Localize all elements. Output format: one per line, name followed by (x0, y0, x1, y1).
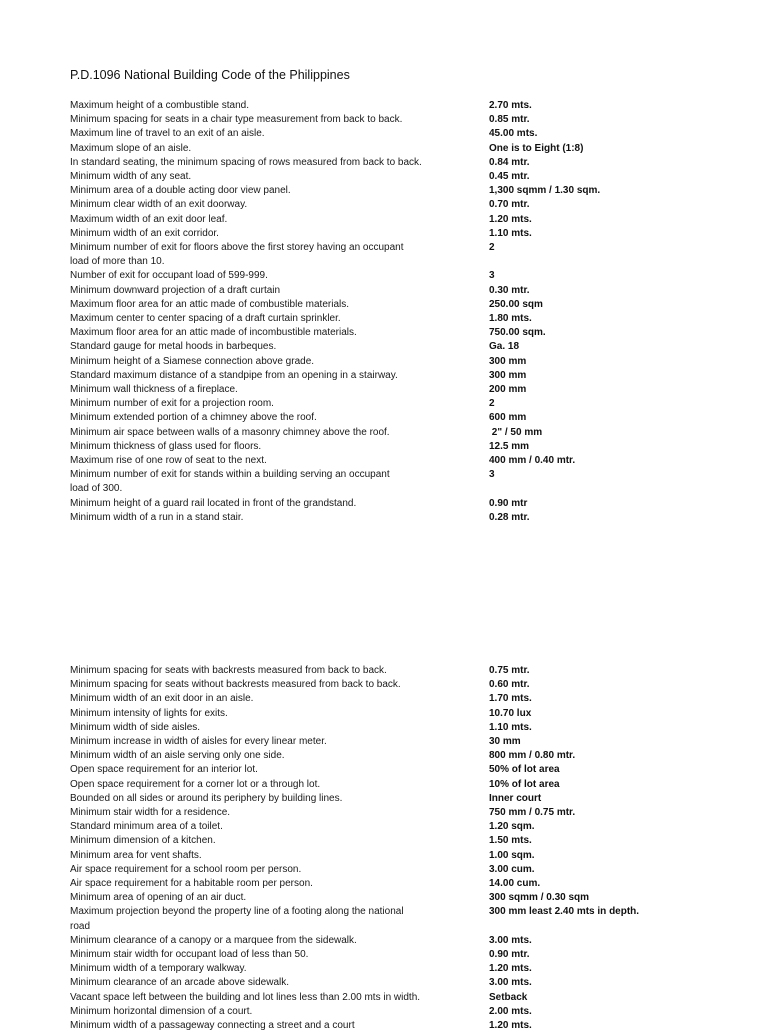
requirement-label: Vacant space left between the building and lot lines less than 2.00 mts in width. (70, 991, 421, 1003)
requirement-value: 2 (489, 242, 495, 254)
requirement-row (70, 678, 710, 692)
requirement-row (70, 962, 710, 976)
requirement-row (70, 312, 710, 326)
requirement-label: Minimum stair width for occupant load of less than 50. (70, 949, 309, 961)
requirement-row (70, 511, 710, 525)
requirement-label: Open space requirement for a corner lot or a through lot. (70, 778, 321, 790)
requirement-value: 30 mm (489, 736, 521, 748)
requirement-row (70, 692, 710, 706)
requirement-row (70, 891, 710, 905)
requirement-row (70, 369, 710, 383)
requirement-label: Minimum clear width of an exit doorway. (70, 199, 248, 211)
requirement-value: 1.80 mts. (489, 313, 532, 325)
requirement-row (70, 1005, 710, 1019)
requirement-label: Minimum downward projection of a draft curtain (70, 284, 281, 296)
requirement-label: Minimum spacing for seats without backrests measured from back to back. (70, 679, 401, 691)
requirement-row (70, 284, 710, 298)
requirement-value: 1.10 mts. (489, 721, 532, 733)
requirement-value: 2.00 mts. (489, 1005, 532, 1017)
requirement-row (70, 721, 710, 735)
requirement-value: 14.00 cum. (489, 878, 541, 890)
requirement-label: Open space requirement for an interior lot. (70, 764, 258, 776)
requirement-row (70, 877, 710, 891)
requirement-label: Maximum height of a combustible stand. (70, 100, 249, 111)
requirement-value: 3.00 mts. (489, 977, 532, 989)
requirement-row (70, 749, 710, 763)
requirement-value: One is to Eight (1:8) (489, 142, 584, 154)
requirement-value: 12.5 mm (489, 440, 530, 452)
requirement-row (70, 440, 710, 454)
requirements-section-1 (70, 99, 710, 525)
requirement-label: Minimum increase in width of aisles for every linear meter. (70, 736, 327, 748)
requirement-row (70, 411, 710, 425)
requirement-label: Maximum slope of an aisle. (70, 142, 192, 154)
requirement-label: Maximum line of travel to an exit of an aisle. (70, 128, 265, 140)
requirement-row (70, 355, 710, 369)
requirement-row (70, 184, 710, 198)
requirement-label: Maximum width of an exit door leaf. (70, 213, 228, 225)
requirement-label: Minimum number of exit for a projection room. (70, 398, 274, 410)
requirement-label: Minimum thickness of glass used for floors. (70, 440, 262, 452)
requirement-value: 3.00 mts. (489, 934, 532, 946)
requirement-value: 0.75 mtr. (489, 665, 530, 676)
requirement-label: Minimum dimension of a kitchen. (70, 835, 216, 847)
requirement-value: 1.20 mts. (489, 1020, 532, 1032)
requirement-value: 300 mm least 2.40 mts in depth. (489, 906, 640, 918)
requirement-value: 1.50 mts. (489, 835, 532, 847)
requirement-value: 400 mm / 0.40 mtr. (489, 455, 576, 467)
requirement-row (70, 340, 710, 354)
requirement-label: Minimum stair width for a residence. (70, 807, 231, 819)
requirement-label: Minimum height of a guard rail located in front of the grandstand. (70, 497, 357, 509)
requirement-label: Minimum area of opening of an air duct. (70, 892, 247, 904)
requirement-row (70, 241, 710, 269)
requirement-value: 10% of lot area (489, 778, 560, 790)
requirement-label: Minimum extended portion of a chimney above the roof. (70, 412, 317, 424)
requirement-value: 0.60 mtr. (489, 679, 530, 691)
requirement-value: 2 (489, 398, 495, 410)
requirement-row (70, 806, 710, 820)
requirement-value: Inner court (489, 792, 542, 804)
requirement-label: Standard maximum distance of a standpipe from an opening in a stairway. (70, 369, 398, 381)
requirement-label: Standard minimum area of a toilet. (70, 821, 223, 833)
requirement-row (70, 198, 710, 212)
requirement-value: 200 mm (489, 384, 527, 396)
requirement-value: 300 sqmm / 0.30 sqm (489, 892, 590, 904)
requirement-label: Minimum number of exit for stands within a building serving an occupant load of 300. (70, 469, 390, 495)
requirement-label: Air space requirement for a habitable room per person. (70, 878, 313, 890)
requirement-value: 1.20 mts. (489, 963, 532, 975)
requirement-row (70, 227, 710, 241)
requirement-row (70, 792, 710, 806)
requirement-value: 300 mm (489, 369, 527, 381)
requirement-value: 50% of lot area (489, 764, 560, 776)
requirement-row (70, 948, 710, 962)
requirement-label: Minimum spacing for seats in a chair type measurement from back to back. (70, 114, 403, 126)
requirement-value: 2.70 mts. (489, 100, 532, 111)
requirement-label: Minimum number of exit for floors above the first storey having an occupant load of more than 10. (70, 242, 404, 268)
requirement-label: Maximum floor area for an attic made of combustible materials. (70, 298, 349, 310)
requirement-value: 0.84 mtr. (489, 156, 530, 168)
requirement-value: 0.30 mtr. (489, 284, 530, 296)
requirement-label: Bounded on all sides or around its periphery by building lines. (70, 792, 343, 804)
requirement-label: Minimum area for vent shafts. (70, 849, 202, 861)
requirement-row (70, 426, 710, 440)
requirement-row (70, 298, 710, 312)
requirement-row (70, 170, 710, 184)
requirement-row (70, 976, 710, 990)
requirement-row (70, 397, 710, 411)
requirement-label: Minimum clearance of an arcade above sidewalk. (70, 977, 289, 989)
requirement-row (70, 326, 710, 340)
requirement-value: 750 mm / 0.75 mtr. (489, 807, 576, 819)
requirement-value: 1.70 mts. (489, 693, 532, 705)
requirement-row (70, 497, 710, 511)
requirement-value: 0.90 mtr (489, 497, 528, 509)
requirement-row (70, 664, 710, 678)
requirement-label: Minimum width of a temporary walkway. (70, 963, 247, 975)
requirement-row (70, 834, 710, 848)
requirement-label: Minimum width of side aisles. (70, 721, 201, 733)
requirement-row (70, 863, 710, 877)
requirement-label: Minimum width of a run in a stand stair. (70, 511, 244, 523)
requirement-value: 1,300 sqmm / 1.30 sqm. (489, 185, 601, 197)
requirement-value: 600 mm (489, 412, 527, 424)
requirement-row (70, 820, 710, 834)
requirement-label: Minimum width of an aisle serving only one side. (70, 750, 285, 762)
requirement-value: 0.70 mtr. (489, 199, 530, 211)
requirement-row (70, 991, 710, 1005)
requirement-row (70, 142, 710, 156)
requirement-value: 45.00 mts. (489, 128, 538, 140)
requirement-label: Air space requirement for a school room per person. (70, 863, 302, 875)
requirement-row (70, 127, 710, 141)
requirement-label: Minimum height of a Siamese connection above grade. (70, 355, 315, 367)
requirement-row (70, 113, 710, 127)
requirement-row (70, 99, 710, 113)
requirement-row (70, 905, 710, 933)
requirement-row (70, 763, 710, 777)
requirement-row (70, 849, 710, 863)
requirement-label: Minimum air space between walls of a masonry chimney above the roof. (70, 426, 390, 438)
requirement-row (70, 707, 710, 721)
requirement-row (70, 383, 710, 397)
requirement-value: 250.00 sqm (489, 298, 543, 310)
requirement-label: Minimum width of any seat. (70, 171, 192, 183)
requirement-label: Minimum width of an exit corridor. (70, 227, 219, 239)
requirement-label: Minimum width of an exit door in an aisle. (70, 693, 254, 705)
requirement-row (70, 454, 710, 468)
requirement-value: 0.45 mtr. (489, 171, 530, 183)
requirement-value: 1.20 mts. (489, 213, 532, 225)
requirement-value: 3.00 cum. (489, 863, 535, 875)
requirement-value: 0.90 mtr. (489, 949, 530, 961)
requirement-label: Standard gauge for metal hoods in barbeques. (70, 341, 277, 353)
requirement-value: 2" / 50 mm (489, 426, 543, 438)
requirement-value: 0.85 mtr. (489, 114, 530, 126)
requirement-row (70, 735, 710, 749)
requirement-label: Maximum projection beyond the property line of a footing along the national road (70, 906, 404, 932)
requirement-label: Minimum width of a passageway connecting a street and a court (70, 1020, 355, 1032)
requirement-row (70, 934, 710, 948)
requirement-value: 0.28 mtr. (489, 511, 530, 523)
requirement-label: Minimum horizontal dimension of a court. (70, 1005, 253, 1017)
requirement-value: 1.00 sqm. (489, 849, 535, 861)
requirement-row (70, 1019, 710, 1033)
requirement-label: Minimum spacing for seats with backrests measured from back to back. (70, 665, 387, 676)
requirement-label: Number of exit for occupant load of 599-999. (70, 270, 268, 282)
requirement-row (70, 778, 710, 792)
page-title: P.D.1096 National Building Code of the Philippines (70, 68, 350, 82)
requirement-label: Maximum center to center spacing of a draft curtain sprinkler. (70, 313, 341, 325)
requirement-value: 10.70 lux (489, 707, 532, 719)
requirement-value: Ga. 18 (489, 341, 520, 353)
requirement-value: 3 (489, 270, 495, 282)
requirement-row (70, 156, 710, 170)
requirement-label: Maximum rise of one row of seat to the next. (70, 455, 267, 467)
requirements-section-2 (70, 664, 710, 1033)
requirement-value: 1.20 sqm. (489, 821, 535, 833)
requirement-label: In standard seating, the minimum spacing of rows measured from back to back. (70, 156, 422, 168)
requirement-value: Setback (489, 991, 528, 1003)
requirement-value: 800 mm / 0.80 mtr. (489, 750, 576, 762)
requirement-label: Minimum clearance of a canopy or a marquee from the sidewalk. (70, 934, 357, 946)
requirement-label: Maximum floor area for an attic made of incombustible materials. (70, 327, 357, 339)
requirement-value: 300 mm (489, 355, 527, 367)
requirement-value: 3 (489, 469, 495, 481)
requirement-value: 750.00 sqm. (489, 327, 546, 339)
requirement-row (70, 269, 710, 283)
requirement-row (70, 213, 710, 227)
requirement-label: Minimum intensity of lights for exits. (70, 707, 228, 719)
requirement-label: Minimum area of a double acting door view panel. (70, 185, 291, 197)
requirement-row (70, 468, 710, 496)
requirement-label: Minimum wall thickness of a fireplace. (70, 384, 238, 396)
requirement-value: 1.10 mts. (489, 227, 532, 239)
